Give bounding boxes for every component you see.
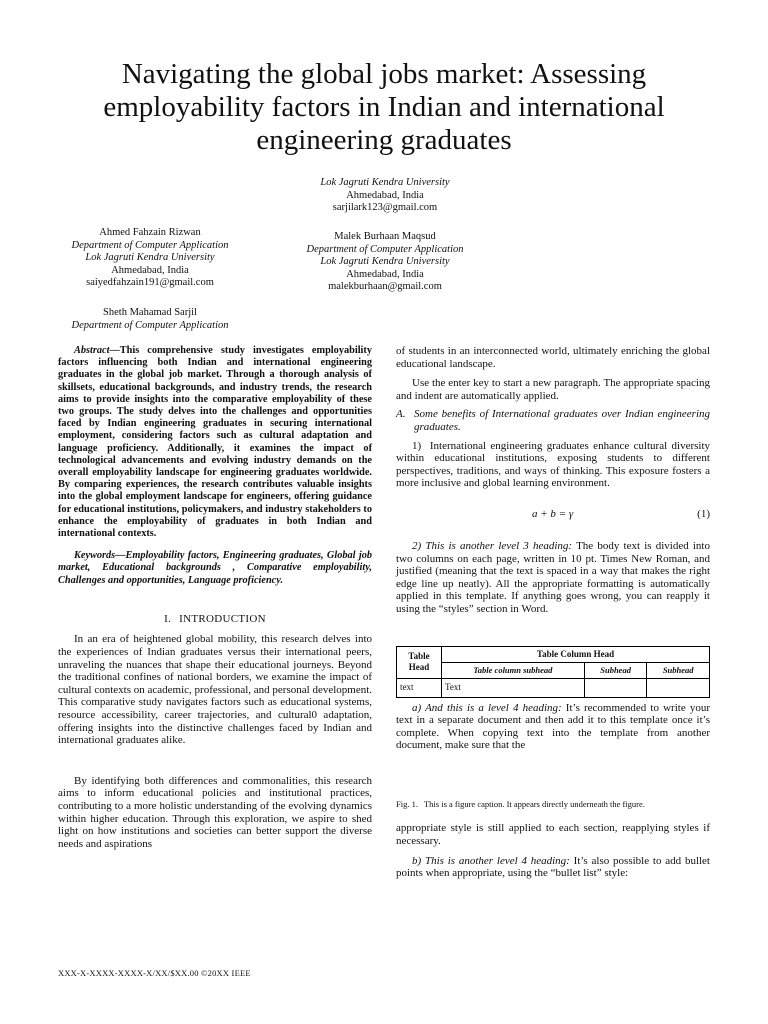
author-block [285,231,485,294]
paper-title: Navigating the global jobs market: Assessing employability factors in Indian and international engineering graduates [103,58,665,156]
section-title: INTRODUCTION [179,612,266,625]
author-department: Department of Computer Application [71,239,229,251]
right-column [396,345,710,880]
author-department: Department of Computer Application [306,243,464,255]
author-org: Lok Jagruti Kendra University [320,256,450,268]
paragraph-text: International engineering graduates enhance cultural diversity within educational institutions, exposing students to different perspectives, traditions, and ways of thinking. This exposure fosters a more inclusive and global learning environment. [396,439,711,490]
table-subhead: Subhead [584,662,647,678]
section-number: I. [164,612,172,625]
body-paragraph: By identifying both differences and commonalities, this research aims to inform educational policies and institutional practices, contributing to a more holistic understanding of the evolving dynamics within higher education. Through this exploration, we aspire to shed light on how institutions and societies can better support the diverse needs and aspirations [58,774,372,850]
author-city: Ahmedabad, India [111,264,189,276]
body-paragraph: In an era of heightened global mobility, this research delves into the experiences of Indian graduates versus their international peers, unraveling the nuances that shape their educational journeys. Beyond the traditional confines of national borders, we examine the impact of cultural contexts on academic, professional, and personal development. This comparative study navigates factors such as educational systems, resource accessibility, career trajectories, and cultural0 adaptation, offering insights into the distinctive challenges faced by Indian and international graduates alike. [58,633,373,747]
author-city: Ahmedabad, India [346,268,424,280]
author-block [50,307,250,332]
body-paragraph: of students in an interconnected world, ultimately enriching the global educational landscape. [396,345,710,370]
level4-heading: a) And this is a level 4 heading: [412,701,562,714]
author-org: Lok Jagruti Kendra University [85,252,215,264]
data-table [396,646,710,698]
table-cell [647,678,710,697]
table-cell: text [397,678,442,697]
author-name: Malek Burhaan Maqsud [334,231,436,242]
level3-heading: 2) This is another level 3 heading: [412,539,573,552]
paragraph-text: It’s also possible to add bullet points when appropriate, using the “bullet list” style: [396,854,710,880]
table-column-head: Table Column Head [442,646,710,662]
body-paragraph: Use the enter key to start a new paragraph. The appropriate spacing and indent are automatically applied. [396,377,710,402]
table-head: Table Head [397,646,442,678]
subsection-heading [396,408,710,433]
table-cell: Text [442,678,585,697]
author-city: Ahmedabad, India [346,189,424,201]
figure-caption-text: This is a figure caption. It appears directly underneath the figure. [423,798,645,809]
abstract-label: Abstract [74,345,110,356]
author-email: malekburhaan@gmail.com [328,281,442,293]
table-subhead: Table column subhead [442,662,585,678]
figure-caption [396,798,710,811]
copyright-footer: XXX-X-XXXX-XXXX-X/XX/$XX.00 ©20XX IEEE [58,968,251,978]
author-block [290,177,480,215]
author-email: saiyedfahzain191@gmail.com [86,277,214,289]
author-org: Lok Jagruti Kendra University [320,177,450,188]
paragraph-text: It’s recommended to write your text in a separate document and then add it to this template once it’s complete. When copying text into the template from another document, make sure that the [396,701,710,752]
abstract-text: —This comprehensive study investigates employability factors influencing both Indian and international engineering graduates in the global job market. Through a thorough analysis of skillsets, educational backgrounds, and industry trends, the research aims to provide insights into the comparative employability of these two groups. The study delves into the challenges and opportunities faced by Indian engineering graduates in securing international employment, considering factors such as cultural adaptation and language proficiency. Additionally, it examines the impact of technological advancements and evolving industry demands on the overall employability landscape for engineering graduates worldwide. By comparing experiences, the research contributes valuable insights into the global employment landscape for engineers, offering guidance for educational institutions, policymakers, and industry stakeholders to enhance the employability of graduates in both Indian and international contexts. [58,345,372,540]
author-name: Sheth Mahamad Sarjil [103,307,197,318]
author-email: sarjilark123@gmail.com [332,202,438,214]
equation-number: (1) [697,507,710,520]
paragraph-text: The body text is divided into two columns on each page, written in 10 pt. Times New Roman, and justified (meaning that the text is spaced in a way that makes the right edge line up neatly). All the appropriate formatting is automatically applied in this template. If anything goes wrong, you can reapply it using the “styles” section in Word. [396,539,710,615]
body-paragraph [396,540,710,616]
body-paragraph [396,440,710,490]
equation-expression: a + b = γ [532,507,574,520]
body-paragraph [396,855,710,880]
table-row [397,678,710,697]
paragraph-number: 1) [412,439,422,452]
equation [396,508,710,522]
author-block [50,227,250,290]
section-heading [58,613,372,626]
body-paragraph: appropriate style is still applied to each section, reapplying styles if necessary. [396,822,710,848]
table-subhead: Subhead [647,662,710,678]
level4-heading: b) This is another level 4 heading: [412,854,570,867]
keywords: Keywords—Employability factors, Engineering graduates, Global job market, Educational backgrounds , Comparative employability, Challenges and opportunities, Language proficiency. [58,550,372,586]
subsection-letter: A. [396,408,406,421]
subsection-title: Some benefits of International graduates over Indian engineering graduates. [414,408,710,433]
author-department: Department of Computer Application [71,319,229,331]
figure-label: Fig. 1. [396,798,418,809]
left-column [58,345,372,850]
table-cell [584,678,647,697]
body-paragraph [396,702,710,752]
author-name: Ahmed Fahzain Rizwan [99,227,201,238]
abstract [58,345,372,540]
